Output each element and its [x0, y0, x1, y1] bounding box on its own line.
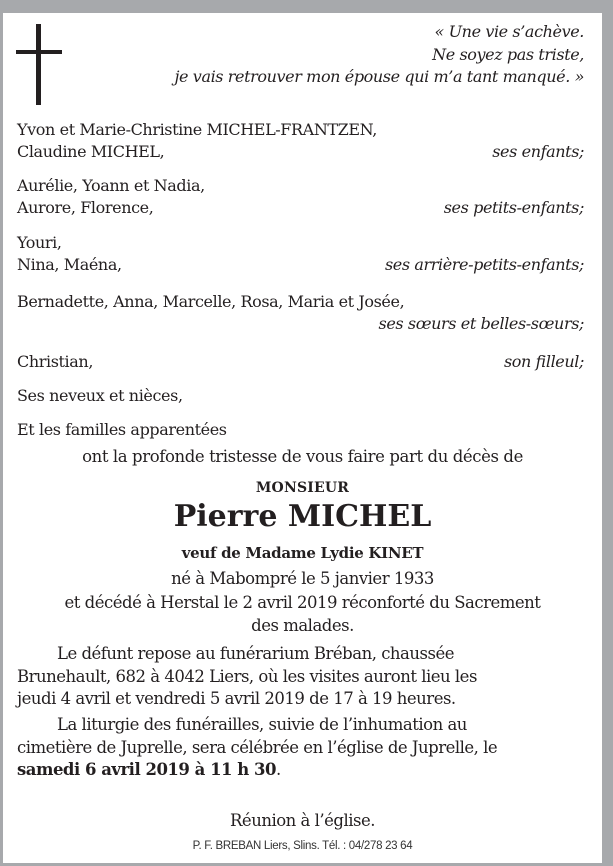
quote-line: « Une vie s’achève. [434, 22, 584, 41]
meeting-note: Réunion à l’église. [230, 811, 375, 830]
family-row [17, 197, 584, 219]
family-grandchildren [17, 175, 584, 219]
funeral-home-footer: P. F. BREBAN Liers, Slins. Tél. : 04/278 23 64 [192, 840, 413, 852]
family-line: Yvon et Marie-Christine MICHEL-FRANTZEN, [17, 120, 377, 139]
relation-label: ses arrière-petits-enfants; [385, 255, 584, 274]
relation-label: ses petits-enfants; [443, 198, 584, 217]
family-great-grandchildren [17, 232, 584, 276]
paragraph-line: Brunehault, 682 à 4042 Liers, où les visites auront lieu les [17, 666, 477, 686]
quote-line: je vais retrouver mon épouse qui m’a tant manqué. » [174, 67, 584, 86]
paragraph-line: cimetière de Juprelle, sera célébrée en l’église de Juprelle, le [17, 737, 498, 757]
family-row [17, 313, 584, 335]
family-line: Nina, Maéna, [17, 255, 122, 274]
paragraph-line [17, 759, 587, 782]
paragraph-line: La liturgie des funérailles, suivie de l’inhumation au [57, 715, 467, 734]
family-row [17, 141, 584, 163]
obituary-card [3, 13, 602, 863]
funeral-date-suffix: . [275, 760, 281, 779]
family-row [17, 351, 584, 373]
family-children [17, 119, 584, 163]
family-line: Ses neveux et nièces, [17, 386, 183, 405]
family-row [17, 254, 584, 276]
family-nephews [17, 385, 584, 407]
family-line: Aurore, Florence, [17, 198, 154, 217]
quote-line: Ne soyez pas triste, [432, 44, 584, 64]
visitation-paragraph [17, 643, 587, 711]
death-info-cont: des malades. [251, 616, 354, 635]
family-line: Aurélie, Yoann et Nadia, [17, 176, 205, 195]
birth-info: né à Mabompré le 5 janvier 1933 [171, 569, 434, 588]
death-info: et décédé à Herstal le 2 avril 2019 réconforté du Sacrement [64, 593, 541, 612]
funeral-paragraph [17, 714, 587, 782]
epitaph-quote [174, 21, 584, 89]
paragraph-line: jeudi 4 avril et vendredi 5 avril 2019 de 17 à 19 heures. [17, 689, 456, 708]
family-line: Et les familles apparentées [17, 420, 227, 439]
family-line: Christian, [17, 352, 94, 371]
family-line: Youri, [17, 233, 62, 252]
family-line: Bernadette, Anna, Marcelle, Rosa, Maria et Josée, [17, 292, 405, 311]
funeral-date: samedi 6 avril 2019 à 11 h 30 [17, 760, 276, 779]
family-line: Claudine MICHEL, [17, 142, 165, 161]
cross-horizontal-bar [16, 50, 62, 54]
family-godson [17, 351, 584, 373]
announcement-text: ont la profonde tristesse de vous faire part du décès de [82, 447, 523, 466]
deceased-name: Pierre MICHEL [173, 499, 432, 534]
relation-label: son filleul; [504, 352, 584, 371]
paragraph-line: Le défunt repose au funérarium Bréban, chaussée [57, 644, 454, 663]
deceased-title: MONSIEUR [255, 480, 350, 496]
family-relatives [17, 419, 584, 441]
relation-label: ses enfants; [492, 142, 584, 161]
widow-of: veuf de Madame Lydie KINET [181, 544, 424, 562]
relation-label: ses sœurs et belles-sœurs; [378, 314, 584, 333]
family-siblings [17, 291, 584, 335]
cross-vertical-bar [36, 24, 41, 105]
